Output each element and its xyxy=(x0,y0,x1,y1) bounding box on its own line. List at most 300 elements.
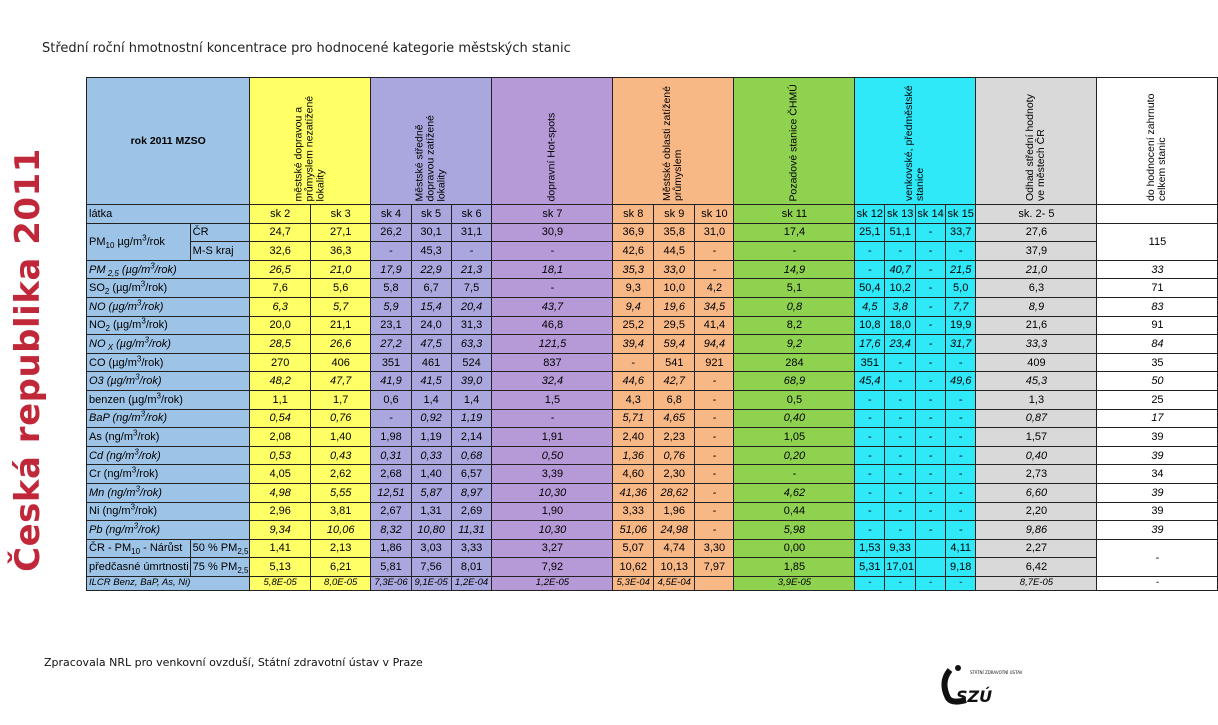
data-cell: - xyxy=(371,409,411,428)
data-cell: 17,6 xyxy=(855,335,885,354)
data-cell: 41,36 xyxy=(613,483,654,502)
data-cell: 25,1 xyxy=(855,223,885,242)
data-cell: 2,40 xyxy=(613,428,654,447)
data-cell: 0,5 xyxy=(734,390,855,409)
data-cell: 43,7 xyxy=(492,297,613,316)
data-cell: 1,1 xyxy=(250,390,311,409)
data-cell: - xyxy=(885,242,916,261)
data-cell: - xyxy=(916,502,946,521)
data-cell: 9,33 xyxy=(885,539,916,558)
pollutant-label: NO $_X$ $(\mu g/m^3/rok)$ xyxy=(87,335,250,354)
data-cell: 21,0 xyxy=(976,260,1097,279)
data-cell: 5,87 xyxy=(411,483,451,502)
data-cell: 4,60 xyxy=(613,465,654,484)
station-count: 39 xyxy=(1097,521,1218,540)
data-cell: 15,4 xyxy=(411,297,451,316)
station-count: - xyxy=(1097,539,1218,576)
data-cell: 2,13 xyxy=(310,539,371,558)
station-count: 91 xyxy=(1097,316,1218,335)
data-cell: 1,2E-04 xyxy=(451,576,492,590)
data-cell: 26,6 xyxy=(310,335,371,354)
category-header: sk 5 xyxy=(411,205,451,224)
data-cell: 7,3E-06 xyxy=(371,576,411,590)
data-cell: 10,62 xyxy=(613,558,654,577)
category-header: sk 7 xyxy=(492,205,613,224)
data-cell: 17,9 xyxy=(371,260,411,279)
category-header: sk 13 xyxy=(885,205,916,224)
data-cell: - xyxy=(492,279,613,298)
data-cell: 59,4 xyxy=(654,335,695,354)
data-cell: 1,4 xyxy=(451,390,492,409)
data-cell: 4,2 xyxy=(695,279,734,298)
data-cell: 41,9 xyxy=(371,372,411,391)
data-cell: 5,13 xyxy=(250,558,311,577)
data-cell: 5,98 xyxy=(734,521,855,540)
data-cell: 7,92 xyxy=(492,558,613,577)
data-cell: 42,6 xyxy=(613,242,654,261)
data-cell: 1,40 xyxy=(411,465,451,484)
data-cell: 6,57 xyxy=(451,465,492,484)
data-cell: 27,2 xyxy=(371,335,411,354)
data-cell: - xyxy=(916,576,946,590)
data-cell: 12,51 xyxy=(371,483,411,502)
data-cell: 1,3 xyxy=(976,390,1097,409)
data-cell: 18,1 xyxy=(492,260,613,279)
count-header-spacer xyxy=(1097,205,1218,224)
data-cell: 46,8 xyxy=(492,316,613,335)
data-cell: 3,27 xyxy=(492,539,613,558)
data-cell: 3,03 xyxy=(411,539,451,558)
data-cell: 2,14 xyxy=(451,428,492,447)
data-cell: 2,73 xyxy=(976,465,1097,484)
group-header-label: Odhad střední hodnoty ve městech ČR xyxy=(1024,94,1048,201)
data-cell: 7,5 xyxy=(451,279,492,298)
data-cell: 9,1E-05 xyxy=(411,576,451,590)
category-header: sk 2 xyxy=(250,205,311,224)
group-header-label: městské dopravou a průmyslem nezatížené lokality xyxy=(292,95,327,201)
group-header-label: Městské středně dopravou zatížené lokality xyxy=(413,114,448,201)
data-cell: 5,1 xyxy=(734,279,855,298)
data-cell: 94,4 xyxy=(695,335,734,354)
category-header: sk 8 xyxy=(613,205,654,224)
data-cell: 28,5 xyxy=(250,335,311,354)
pollutant-label: Mn $(ng/m^3/rok)$ xyxy=(87,483,250,502)
data-cell: 42,7 xyxy=(654,372,695,391)
data-cell: 0,40 xyxy=(734,409,855,428)
data-cell: 284 xyxy=(734,353,855,372)
data-cell: - xyxy=(916,316,946,335)
data-cell: 51,06 xyxy=(613,521,654,540)
data-cell: 8,0E-05 xyxy=(310,576,371,590)
pollutant-label: $SO_2$ $(\mu g/m^3/rok)$ xyxy=(87,279,250,298)
data-cell: 2,96 xyxy=(250,502,311,521)
pollutant-label-pm10: $PM_{10}$ $\mu g/m^3$/rok xyxy=(87,223,191,260)
data-cell: 270 xyxy=(250,353,311,372)
data-cell: 10,0 xyxy=(654,279,695,298)
data-cell: - xyxy=(695,521,734,540)
data-cell: 7,6 xyxy=(250,279,311,298)
data-cell: 4,65 xyxy=(654,409,695,428)
data-cell: 0,50 xyxy=(492,446,613,465)
data-cell: 3,33 xyxy=(613,502,654,521)
data-cell: 1,86 xyxy=(371,539,411,558)
data-cell: 1,53 xyxy=(855,539,885,558)
data-cell: - xyxy=(916,483,946,502)
data-cell: 31,3 xyxy=(451,316,492,335)
data-cell: - xyxy=(885,372,916,391)
logo-small-text: STÁTNÍ ZDRAVOTNÍ ÚSTAV xyxy=(970,670,1023,675)
data-cell: 36,3 xyxy=(310,242,371,261)
data-cell: 21,6 xyxy=(976,316,1097,335)
data-cell: - xyxy=(695,428,734,447)
data-cell: 31,1 xyxy=(451,223,492,242)
data-cell: 2,27 xyxy=(976,539,1097,558)
category-header: sk 9 xyxy=(654,205,695,224)
data-cell: 10,06 xyxy=(310,521,371,540)
category-header: sk. 2- 5 xyxy=(976,205,1097,224)
data-cell: - xyxy=(885,446,916,465)
data-cell: 3,81 xyxy=(310,502,371,521)
data-cell: 461 xyxy=(411,353,451,372)
data-cell: - xyxy=(371,242,411,261)
data-cell: 17,01 xyxy=(885,558,916,577)
data-cell: 0,31 xyxy=(371,446,411,465)
data-cell: - xyxy=(695,372,734,391)
data-cell: 17,4 xyxy=(734,223,855,242)
data-cell: 44,5 xyxy=(654,242,695,261)
data-cell: 24,0 xyxy=(411,316,451,335)
station-count: 39 xyxy=(1097,502,1218,521)
data-cell: 6,7 xyxy=(411,279,451,298)
data-cell: 1,57 xyxy=(976,428,1097,447)
data-cell: 2,23 xyxy=(654,428,695,447)
station-count: 39 xyxy=(1097,446,1218,465)
data-cell: 0,00 xyxy=(734,539,855,558)
data-cell: 48,2 xyxy=(250,372,311,391)
data-cell: 1,05 xyxy=(734,428,855,447)
data-cell: - xyxy=(492,242,613,261)
data-cell: - xyxy=(885,390,916,409)
data-cell: - xyxy=(916,353,946,372)
data-cell: 30,9 xyxy=(492,223,613,242)
data-cell: 1,41 xyxy=(250,539,311,558)
data-cell: 0,53 xyxy=(250,446,311,465)
group-header-g1 xyxy=(250,78,371,205)
data-cell: - xyxy=(885,465,916,484)
data-cell: - xyxy=(695,446,734,465)
data-cell: 1,7 xyxy=(310,390,371,409)
data-cell: 24,98 xyxy=(654,521,695,540)
data-cell: 20,0 xyxy=(250,316,311,335)
data-cell: 47,5 xyxy=(411,335,451,354)
data-cell: - xyxy=(885,521,916,540)
data-cell: 409 xyxy=(976,353,1097,372)
data-cell: - xyxy=(855,390,885,409)
data-cell: - xyxy=(916,242,946,261)
data-cell: - xyxy=(855,242,885,261)
data-cell: 6,3 xyxy=(976,279,1097,298)
category-header: sk 4 xyxy=(371,205,411,224)
data-cell: - xyxy=(855,260,885,279)
data-cell: 32,4 xyxy=(492,372,613,391)
data-cell: 33,0 xyxy=(654,260,695,279)
data-cell: - xyxy=(734,242,855,261)
data-cell: 4,98 xyxy=(250,483,311,502)
data-cell: - xyxy=(885,428,916,447)
data-cell: 40,7 xyxy=(885,260,916,279)
data-cell: 25,2 xyxy=(613,316,654,335)
data-cell: 406 xyxy=(310,353,371,372)
data-cell: 24,7 xyxy=(250,223,311,242)
pollutant-label: As $(ng/m^3/rok)$ xyxy=(87,428,250,447)
data-cell: - xyxy=(916,390,946,409)
percent-label-75: 75 % $PM_{2,5}$ xyxy=(190,558,250,577)
data-cell: 5,7 xyxy=(310,297,371,316)
data-cell: 45,4 xyxy=(855,372,885,391)
data-cell: 121,5 xyxy=(492,335,613,354)
station-count: 39 xyxy=(1097,483,1218,502)
data-cell: - xyxy=(855,465,885,484)
data-cell: 0,76 xyxy=(654,446,695,465)
data-cell: 5,55 xyxy=(310,483,371,502)
data-cell: 1,96 xyxy=(654,502,695,521)
data-cell: 0,6 xyxy=(371,390,411,409)
data-cell: 32,6 xyxy=(250,242,311,261)
data-cell: - xyxy=(945,428,975,447)
data-cell: 5,6 xyxy=(310,279,371,298)
szu-logo xyxy=(936,660,1023,706)
data-cell xyxy=(916,539,946,558)
data-cell: 21,3 xyxy=(451,260,492,279)
data-cell: - xyxy=(885,502,916,521)
data-cell: 10,80 xyxy=(411,521,451,540)
pollutant-label: benzen $(\mu g/m^3/rok)$ xyxy=(87,390,250,409)
data-cell: - xyxy=(855,502,885,521)
pollutant-label: Cd $(ng/m^3/rok)$ xyxy=(87,446,250,465)
data-cell: 49,6 xyxy=(945,372,975,391)
station-count: 34 xyxy=(1097,465,1218,484)
data-cell: 3,8 xyxy=(885,297,916,316)
data-cell: - xyxy=(855,409,885,428)
data-cell: 5,81 xyxy=(371,558,411,577)
side-title: Česká republika 2011 xyxy=(8,148,48,572)
data-cell: 2,68 xyxy=(371,465,411,484)
data-cell: 1,31 xyxy=(411,502,451,521)
group-header-label: Městské oblasti zatížené průmyslem xyxy=(661,86,685,201)
data-cell: 41,4 xyxy=(695,316,734,335)
data-cell: 27,1 xyxy=(310,223,371,242)
data-cell: - xyxy=(916,428,946,447)
document-title: Střední roční hmotnostní koncentrace pro hodnocené kategorie městských stanic xyxy=(42,41,571,56)
data-cell: 6,21 xyxy=(310,558,371,577)
data-cell: 18,0 xyxy=(885,316,916,335)
group-header-g6 xyxy=(855,78,976,205)
data-cell: 0,43 xyxy=(310,446,371,465)
data-cell: - xyxy=(945,390,975,409)
data-cell: - xyxy=(855,576,885,590)
data-cell: 29,5 xyxy=(654,316,695,335)
data-cell: - xyxy=(695,465,734,484)
data-cell: 1,19 xyxy=(451,409,492,428)
logo-dot xyxy=(955,665,961,671)
data-cell: 351 xyxy=(855,353,885,372)
data-cell: - xyxy=(945,465,975,484)
data-cell: 7,97 xyxy=(695,558,734,577)
group-header-g7 xyxy=(976,78,1097,205)
data-cell: - xyxy=(916,297,946,316)
data-cell: - xyxy=(695,502,734,521)
station-count: 71 xyxy=(1097,279,1218,298)
category-header: sk 15 xyxy=(945,205,975,224)
data-cell: 1,98 xyxy=(371,428,411,447)
data-cell: 8,32 xyxy=(371,521,411,540)
data-cell: - xyxy=(885,576,916,590)
data-cell: 63,3 xyxy=(451,335,492,354)
data-cell: 0,8 xyxy=(734,297,855,316)
data-cell: 8,7E-05 xyxy=(976,576,1097,590)
data-cell: 7,7 xyxy=(945,297,975,316)
data-cell: - xyxy=(885,353,916,372)
data-cell: 4,74 xyxy=(654,539,695,558)
data-cell: 26,2 xyxy=(371,223,411,242)
data-cell: 21,1 xyxy=(310,316,371,335)
data-cell: - xyxy=(945,521,975,540)
data-cell: - xyxy=(916,521,946,540)
data-cell: - xyxy=(613,353,654,372)
data-cell: 28,62 xyxy=(654,483,695,502)
pollutant-label: PM $_{2,5}$ $(\mu g/m^3/rok)$ xyxy=(87,260,250,279)
data-cell: 0,54 xyxy=(250,409,311,428)
category-header: sk 11 xyxy=(734,205,855,224)
data-cell: 21,0 xyxy=(310,260,371,279)
data-cell: 36,9 xyxy=(613,223,654,242)
data-cell: - xyxy=(945,576,975,590)
data-cell: 21,5 xyxy=(945,260,975,279)
data-cell: 2,69 xyxy=(451,502,492,521)
data-cell: 39,4 xyxy=(613,335,654,354)
logo-text: SZÚ xyxy=(956,687,993,706)
pollutant-label: Pb $(ng/m^3/rok)$ xyxy=(87,521,250,540)
group-header-g8 xyxy=(1097,78,1218,205)
data-cell: 68,9 xyxy=(734,372,855,391)
data-cell: 0,33 xyxy=(411,446,451,465)
data-cell: 3,30 xyxy=(695,539,734,558)
data-cell: 8,2 xyxy=(734,316,855,335)
station-count: 17 xyxy=(1097,409,1218,428)
data-cell: 2,62 xyxy=(310,465,371,484)
pollutant-label: Cr $(ng/m^3/rok)$ xyxy=(87,465,250,484)
data-cell: 10,8 xyxy=(855,316,885,335)
data-cell: 5,3E-04 xyxy=(613,576,654,590)
concentration-table xyxy=(86,77,1218,591)
data-cell: 5,31 xyxy=(855,558,885,577)
group-header-label: venkovské, předměstské stanice xyxy=(903,85,927,201)
data-cell: 10,13 xyxy=(654,558,695,577)
data-cell: - xyxy=(945,483,975,502)
data-cell: 2,20 xyxy=(976,502,1097,521)
data-cell: 9,3 xyxy=(613,279,654,298)
group-header-g5 xyxy=(734,78,855,205)
data-cell: 0,68 xyxy=(451,446,492,465)
percent-label-50: 50 % $PM_{2,5}$ xyxy=(190,539,250,558)
data-cell: - xyxy=(885,409,916,428)
data-cell: - xyxy=(695,260,734,279)
station-count: 84 xyxy=(1097,335,1218,354)
data-cell: - xyxy=(695,409,734,428)
data-cell: 921 xyxy=(695,353,734,372)
pollutant-label: CO $(\mu g/m^3/rok)$ xyxy=(87,353,250,372)
station-count: 25 xyxy=(1097,390,1218,409)
data-cell: - xyxy=(945,446,975,465)
category-header: sk 10 xyxy=(695,205,734,224)
data-cell: 1,85 xyxy=(734,558,855,577)
data-cell: 5,9 xyxy=(371,297,411,316)
data-cell: 26,5 xyxy=(250,260,311,279)
data-cell: 35,3 xyxy=(613,260,654,279)
data-cell: 3,9E-05 xyxy=(734,576,855,590)
data-cell: 837 xyxy=(492,353,613,372)
data-cell: 45,3 xyxy=(976,372,1097,391)
mortality-label-1: ČR - $PM_{10}$ - Nárůst xyxy=(87,539,191,558)
data-cell: 1,40 xyxy=(310,428,371,447)
data-cell: 1,90 xyxy=(492,502,613,521)
group-header-label: dopravní Hot-spots xyxy=(545,112,558,201)
data-cell: - xyxy=(945,242,975,261)
latka-label: látka xyxy=(87,205,250,224)
data-cell: - xyxy=(451,242,492,261)
data-cell: 5,71 xyxy=(613,409,654,428)
data-cell: 2,67 xyxy=(371,502,411,521)
data-cell: 47,7 xyxy=(310,372,371,391)
data-cell: - xyxy=(855,483,885,502)
subregion-label-cr: ČR xyxy=(190,223,250,242)
data-cell: 9,18 xyxy=(945,558,975,577)
data-cell: 1,5 xyxy=(492,390,613,409)
data-cell: - xyxy=(916,409,946,428)
data-cell: 3,33 xyxy=(451,539,492,558)
station-count: 83 xyxy=(1097,297,1218,316)
data-cell: 44,6 xyxy=(613,372,654,391)
data-cell: 37,9 xyxy=(976,242,1097,261)
table-corner: rok 2011 MZSO xyxy=(87,78,250,205)
pollutant-label: Ni $(ng/m^3/rok)$ xyxy=(87,502,250,521)
station-count: 115 xyxy=(1097,223,1218,260)
data-cell: - xyxy=(695,242,734,261)
station-count: 33 xyxy=(1097,260,1218,279)
data-cell: 541 xyxy=(654,353,695,372)
station-count: - xyxy=(1097,576,1218,590)
data-cell: 10,2 xyxy=(885,279,916,298)
data-cell: - xyxy=(734,465,855,484)
data-cell: 1,4 xyxy=(411,390,451,409)
station-count: 50 xyxy=(1097,372,1218,391)
data-cell: - xyxy=(916,372,946,391)
data-cell: - xyxy=(945,353,975,372)
data-cell: 9,86 xyxy=(976,521,1097,540)
data-cell: 19,9 xyxy=(945,316,975,335)
data-cell: 35,8 xyxy=(654,223,695,242)
data-cell: 7,56 xyxy=(411,558,451,577)
group-header-label: do hodnocení zahrnuto celkem stanic xyxy=(1145,93,1169,201)
data-cell: 4,05 xyxy=(250,465,311,484)
data-cell: 6,8 xyxy=(654,390,695,409)
data-cell: 34,5 xyxy=(695,297,734,316)
data-cell: 4,11 xyxy=(945,539,975,558)
data-cell: 9,4 xyxy=(613,297,654,316)
data-cell: 10,30 xyxy=(492,483,613,502)
data-cell: 10,30 xyxy=(492,521,613,540)
data-cell: 351 xyxy=(371,353,411,372)
